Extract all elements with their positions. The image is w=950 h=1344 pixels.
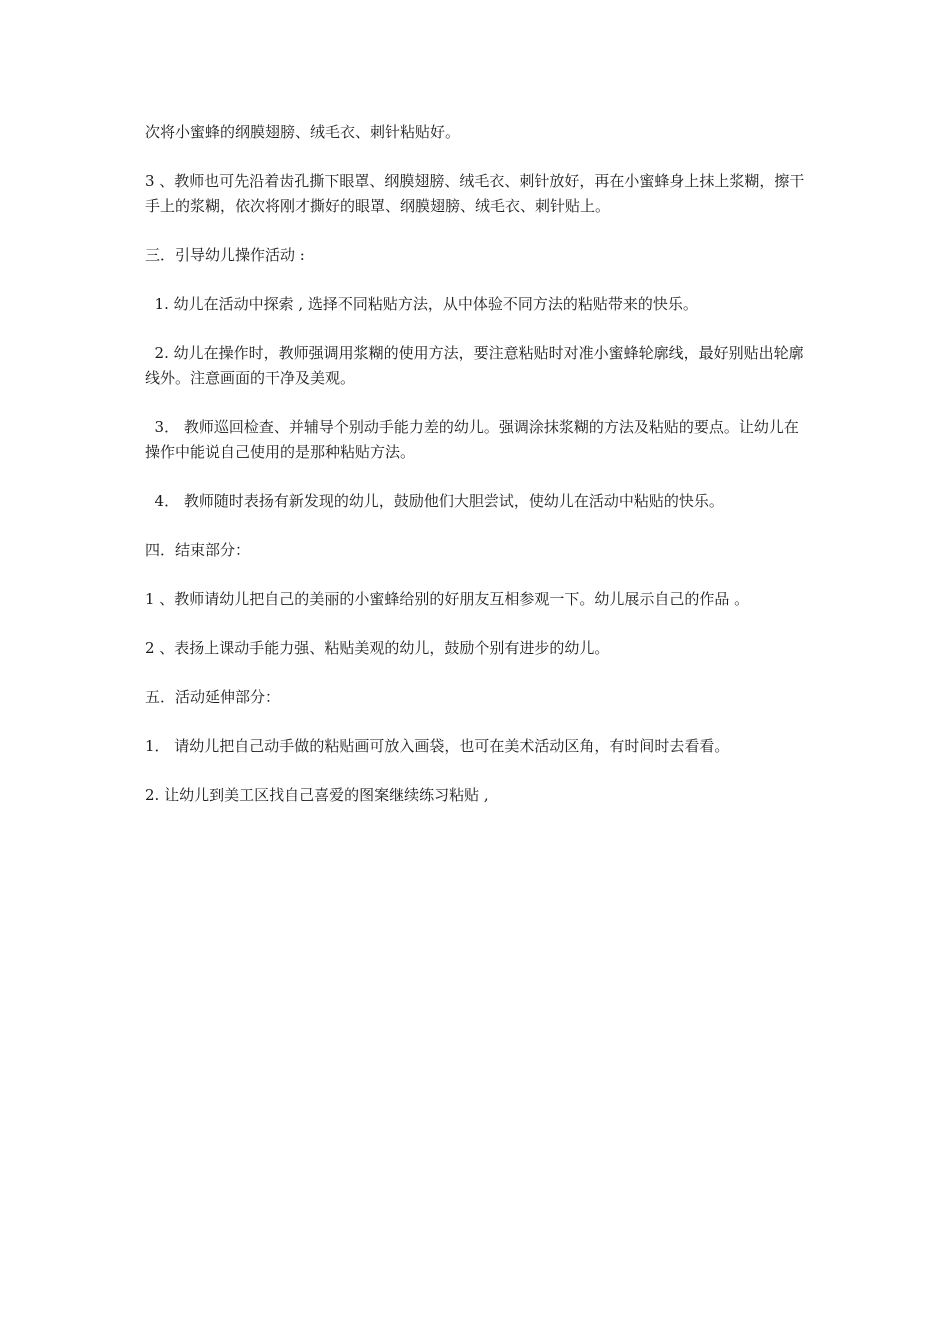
paragraph-step-3: 3 、教师也可先沿着齿孔撕下眼罩、纲膜翅膀、绒毛衣、刺针放好，再在小蜜蜂身上抹上浆糊，擦干手上的浆糊，依次将刚才撕好的眼罩、纲膜翅膀、绒毛衣、刺针贴上。: [145, 172, 805, 215]
section-heading-4: 四．结束部分：: [145, 541, 251, 559]
ending-item-1: 1 、教师请幼儿把自己的美丽的小蜜蜂给别的好朋友互相参观一下。幼儿展示自己的作品 。: [145, 590, 750, 608]
paragraph-gap: [145, 514, 810, 538]
list-item-4: 4． 教师随时表扬有新发现的幼儿，鼓励他们大胆尝试，使幼儿在活动中粘贴的快乐。: [145, 492, 724, 510]
extension-item-1: 1． 请幼儿把自己动手做的粘贴画可放入画袋，也可在美术活动区角，有时间时去看看。: [145, 737, 730, 755]
paragraph-gap: [145, 268, 810, 292]
paragraph-gap: [145, 710, 810, 734]
extension-item-2: 2. 让幼儿到美工区找自己喜爱的图案继续练习粘贴 ,: [145, 786, 489, 804]
document-body: [145, 120, 810, 808]
paragraph-gap: [145, 219, 810, 243]
list-item-3: 3． 教师巡回检查、并辅导个别动手能力差的幼儿。强调涂抹浆糊的方法及粘贴的要点。让幼儿在操作中能说自己使用的是那种粘贴方法。: [145, 418, 799, 461]
paragraph-gap: [145, 465, 810, 489]
paragraph-continuation: 次将小蜜蜂的纲膜翅膀、绒毛衣、刺针粘贴好。: [145, 123, 461, 141]
paragraph-gap: [145, 759, 810, 783]
section-heading-3: 三．引导幼儿操作活动 :: [145, 246, 305, 264]
paragraph-gap: [145, 317, 810, 341]
ending-item-2: 2 、表扬上课动手能力强、粘贴美观的幼儿，鼓励个别有进步的幼儿。: [145, 639, 610, 657]
list-item-1: 1. 幼儿在活动中探索 , 选择不同粘贴方法，从中体验不同方法的粘贴带来的快乐。: [145, 295, 698, 313]
section-heading-5: 五．活动延伸部分：: [145, 688, 281, 706]
paragraph-gap: [145, 391, 810, 415]
paragraph-gap: [145, 145, 810, 169]
paragraph-gap: [145, 661, 810, 685]
paragraph-gap: [145, 563, 810, 587]
paragraph-gap: [145, 612, 810, 636]
list-item-2: 2. 幼儿在操作时，教师强调用浆糊的使用方法，要注意粘贴时对准小蜜蜂轮廓线，最好别贴出轮廓线外。注意画面的干净及美观。: [145, 344, 804, 387]
